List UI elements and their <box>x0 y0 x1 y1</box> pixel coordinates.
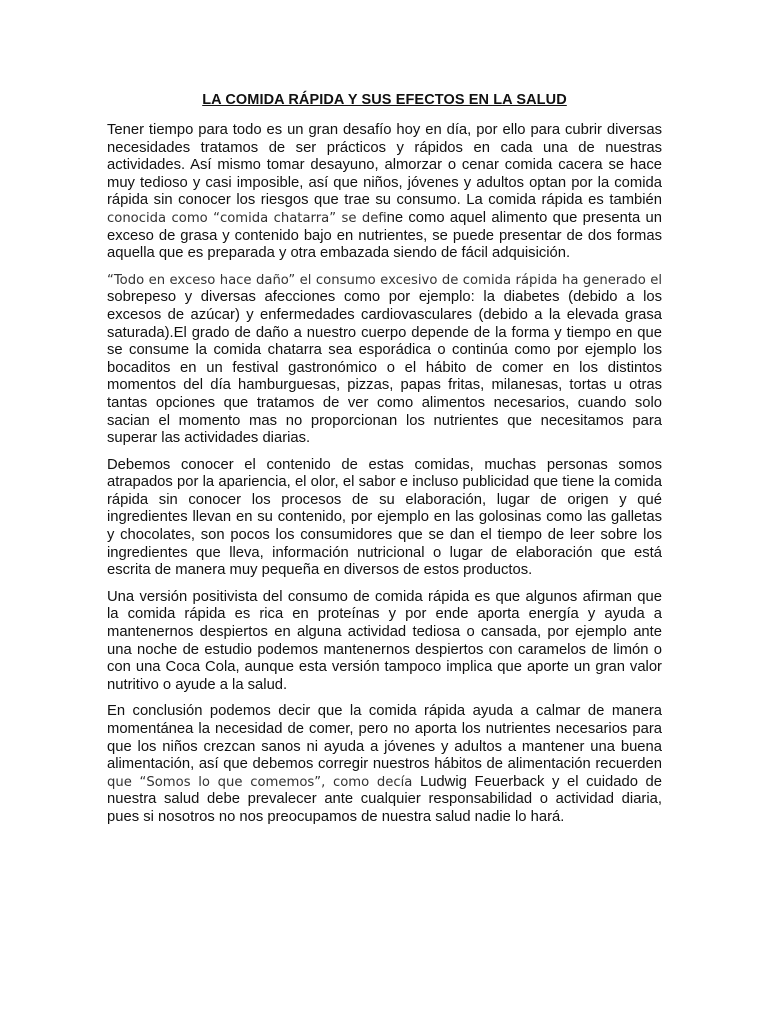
paragraph-1 <box>107 122 662 263</box>
paragraph-2 <box>107 272 662 448</box>
paragraph-3 <box>107 457 662 580</box>
paragraph-2-text-b: “Todo en exceso hace daño” el consumo excesivo de comida rápida ha generado el <box>107 272 662 288</box>
paragraph-1-text-b: conocida como “comida chatarra” se defi <box>107 210 387 226</box>
paragraph-5 <box>107 703 662 826</box>
paragraph-2-text-c: sobrepeso y diversas afecciones como por ejemplo: la diabetes (debido a los excesos de azúcar) y enfermedades cardiovasculares (debido a la elevada grasa saturada).El grado de daño a nuestro cuerpo depende de la forma y tiempo en que se consume la comida chatarra sea esporádica o continúa como por ejemplo los bocaditos en un festival gastronómico o el hábito de comer en los distintos momentos del día hamburguesas, pizzas, papas fritas, milanesas, tortas u otras tantas opciones que tratamos de ver como alimentos necesarios, cuando solo sacian el momento mas no proporcionan los nutrientes que necesitamos para superar las actividades diarias. <box>107 289 662 447</box>
document-title: LA COMIDA RÁPIDA Y SUS EFECTOS EN LA SALUD <box>202 92 567 108</box>
paragraph-5-text-a: En conclusión podemos decir que la comida rápida ayuda a calmar de manera momentánea la necesidad de comer, pero no aporta los nutrientes necesarios para que los niños crezcan sanos ni ayuda a jóvenes y adultos a mantener una buena alimentación, así que debemos corregir nuestros hábitos de alimentación recuerden <box>107 703 662 773</box>
paragraph-4-text-a: Una versión positivista del consumo de comida rápida es que algunos afirman que la comida rápida es rica en proteínas y por ende aporta energía y ayuda a mantenernos despiertos en alguna actividad tediosa o cansada, por ejemplo ante una noche de estudio podemos mantenernos despiertos con caramelos de limón o con una Coca Cola, aunque esta versión tampoco implica que aporte un gran valor nutritivo o ayude a la salud. <box>107 588 662 693</box>
paragraph-5-text-c: Ludwig Feuerback y el cuidado de nuestra salud debe prevalecer ante cualquier responsabilidad o actividad diaria, pues si nosotros no nos preocupamos de nuestra salud nadie lo hará. <box>107 773 662 825</box>
paragraph-1-text-c: ne como aquel alimento que presenta un exceso de grasa y contenido bajo en nutrientes, se puede presentar de dos formas aquella que es preparada y otra embazada siendo de fácil adquisición. <box>107 209 662 262</box>
paragraph-3-text-a: Debemos conocer el contenido de estas comidas, muchas personas somos atrapados por la apariencia, el olor, el sabor e incluso publicidad que tiene la comida rápida sin conocer los procesos de su elaboración, lugar de origen y qué ingredientes llevan en su contenido, por ejemplo en las golosinas como las galletas y chocolates, son pocos los consumidores que se dan el tiempo de leer sobre los ingredientes que lleva, información nutricional o lugar de elaboración que está escrita de manera muy pequeña en diversos de estos productos. <box>107 456 662 579</box>
paragraph-5-text-b: que “Somos lo que comemos”, como decía <box>107 774 413 790</box>
paragraph-1-text-a: Tener tiempo para todo es un gran desafío hoy en día, por ello para cubrir diversas necesidades tratamos de ser prácticos y rápidos en cada una de nuestras actividades. Así mismo tomar desayuno, almorzar o cenar comida cacera se hace muy tedioso y casi imposible, así que niños, jóvenes y adultos optan por la comida rápida sin conocer los riesgos que trae su consumo. La comida rápida es también <box>107 122 662 209</box>
paragraph-4 <box>107 589 662 695</box>
